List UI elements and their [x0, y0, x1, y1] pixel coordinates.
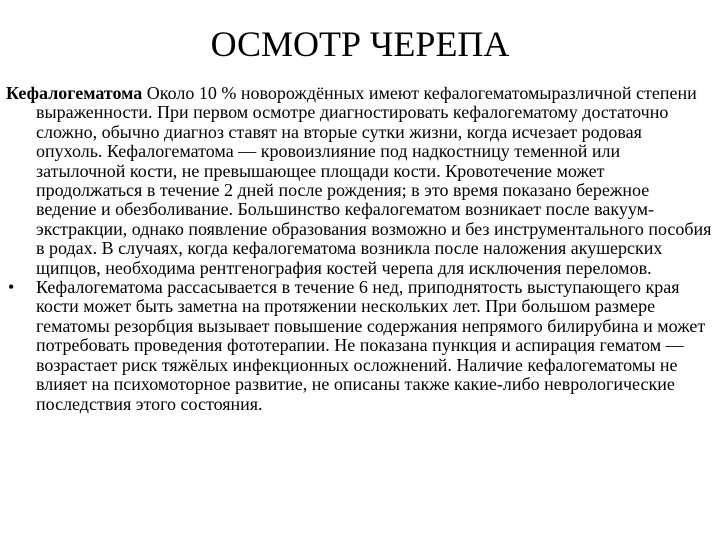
- slide-body: [6, 84, 712, 414]
- bullet-text: Кефалогематома рассасывается в течение 6 нед, приподнятость выступающего края кости может быть заметна на протяжении нескольких лет. При большом размере гематомы резорбция вызывает повышение содержания непрямого билирубина и может потребовать проведения фототерапии. Не показана пункция и аспирация гематом — возрастает риск тяжёлых инфекционных осложнений. Наличие кефалогематомы не влияет на психомоторное развитие, не описаны также какие-либо неврологические последствия этого состояния.: [36, 277, 706, 414]
- intro-text: Около 10 % новорождённых имеют кефалогематомыразличной степени выраженности. При первом осмотре диагностировать кефалогематому достаточно сложно, обычно диагноз ставят на вторые сутки жизни, когда исчезает родовая опухоль. Кефалогематома — кровоизлияние под надкостницу теменной или затылочной кости, не превышающее площади кости. Кровотечение может продолжаться в течение 2 дней после рождения; в это время показано бережное ведение и обезболивание. Большинство кефалогематом возникает после вакуум-экстракции, однако появление образования возможно и без инструментального пособия в родах. В случаях, когда кефалогематома возникла после наложения акушерских щипцов, необходима рентгенография костей черепа для исключения переломов.: [36, 83, 712, 278]
- slide-title: ОСМОТР ЧЕРЕПА: [210, 24, 510, 64]
- intro-paragraph: [6, 84, 712, 278]
- intro-term: Кефалогематома: [6, 83, 143, 103]
- bullet-paragraph: [6, 278, 712, 414]
- bullet-icon: •: [8, 277, 15, 298]
